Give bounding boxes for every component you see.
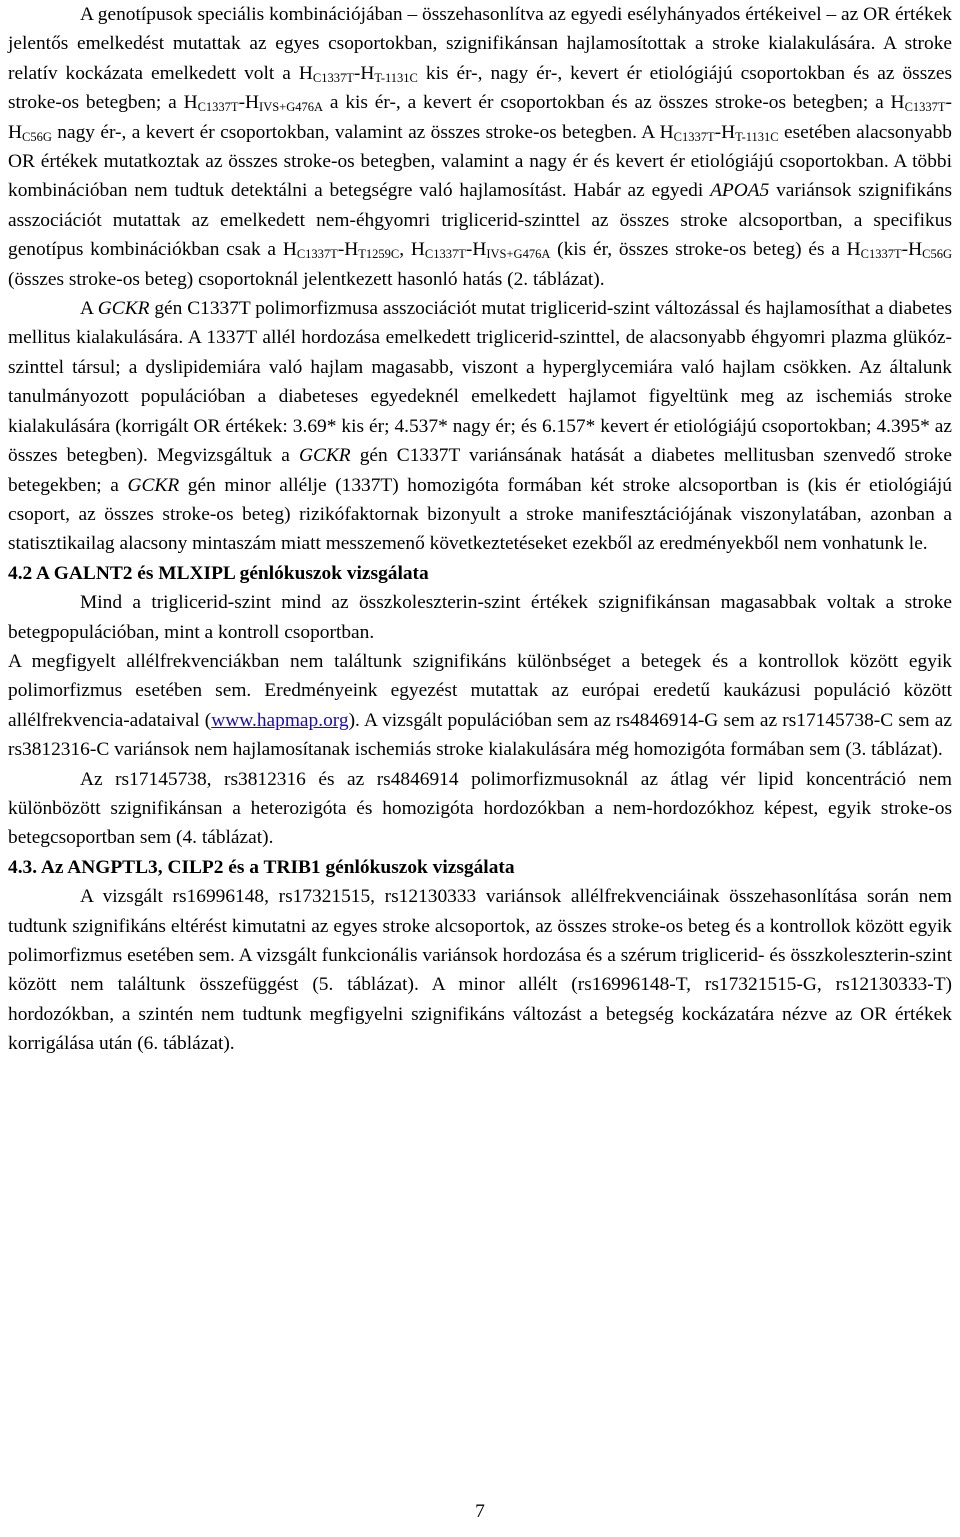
- paragraph-allele-frequencies: A megfigyelt allélfrekvenciákban nem találtunk szignifikáns különbséget a betegek és a kontrollok között egyik polimorfizmus esetében sem. Eredményeink egyezést mutattak az európai eredetű kaukázusi populáció között allélfrekvencia-adataival (www.hapmap.org). A vizsgált populációban sem az rs4846914-G sem az rs17145738-C sem az rs3812316-C variánsok nem hajlamosítanak ischemiás stroke kialakulására még homozigóta formában sem (3. táblázat).: [8, 650, 952, 761]
- document-page: [8, 0, 952, 1059]
- paragraph-polymorphism-lipids: Az rs17145738, rs3812316 és az rs4846914 polimorfizmusoknál az átlag vér lipid koncentráció nem különbözött szignifikánsan a heterozigóta és homozigóta hordozókban a nem-hordozókhoz képest, egyik stroke-os betegcsoportban sem (4. táblázat).: [8, 768, 952, 849]
- page-number: 7: [475, 1501, 485, 1522]
- paragraph-angptl3-variants: A vizsgált rs16996148, rs17321515, rs12130333 variánsok allélfrekvenciáinak összehasonlítása során nem tudtunk szignifikáns eltérést kimutatni az egyes stroke alcsoportok, az összes stroke-os beteg és a kontrollok között egyik polimorfizmus esetében sem. A vizsgált funkcionális variánsok hordozása és a szérum triglicerid- és összkoleszterin-szint között nem találtunk összefüggést (5. táblázat). A minor allélt (rs16996148-T, rs17321515-G, rs12130333-T) hordozókban, a szintén nem tudtunk megfigyelni szignifikáns változást a betegség kockázatára nézve az OR értékek korrigálása után (6. táblázat).: [8, 886, 952, 1055]
- paragraph-lipid-levels: Mind a triglicerid-szint mind az összkoleszterin-szint értékek szignifikánsan magasabbak voltak a stroke betegpopulációban, mint a kontroll csoportban.: [8, 592, 952, 643]
- hapmap-link[interactable]: www.hapmap.org: [211, 709, 349, 731]
- section-heading-4-2: 4.2 A GALNT2 és MLXIPL génlókuszok vizsgálata: [8, 562, 429, 584]
- paragraph-genotype-combinations: A genotípusok speciális kombinációjában – összehasonlítva az egyedi esélyhányados értékeivel – az OR értékek jelentős emelkedést mutattak az egyes csoportokban, szignifikánsan hajlamosítottak a stroke kialakulására. A stroke relatív kockázata emelkedett volt a $H_{C1337T}-H_{T-1131C}$ kis ér-, nagy ér-, kevert ér etiológiájú csoportokban és az összes stroke-os betegben; a $H_{C1337T}-H_{IVS+G476A}$ a kis ér-, a kevert ér csoportokban és az összes stroke-os betegben; a $H_{C1337T}-H_{C56G}$ nagy ér-, a kevert ér csoportokban, valamint az összes stroke-os betegben. A $H_{C1337T}-H_{T-1131C}$ esetében alacsonyabb OR értékek mutatkoztak az összes stroke-os betegben, valamint a nagy ér és kevert ér etiológiájú csoportokban. A többi kombinációban nem tudtuk detektálni a betegségre való hajlamosítást. Habár az egyedi APOA5 variánsok szignifikáns asszociációt mutattak az emelkedett nem-éhgyomri triglicerid-szinttel az összes stroke alcsoportban, a specifikus genotípus kombinációkban csak a $H_{C1337T}-H_{T1259C}$, $H_{C1337T}-H_{IVS+G476A}$ (kis ér, összes stroke-os beteg) és a $H_{C1337T}-H_{C56G}$ (összes stroke-os beteg) csoportoknál jelentkezett hasonló hatás (2. táblázat).: [8, 4, 953, 290]
- section-heading-4-3: 4.3. Az ANGPTL3, CILP2 és a TRIB1 génlókuszok vizsgálata: [8, 856, 515, 878]
- paragraph-gckr: A GCKR gén C1337T polimorfizmusa asszociációt mutat triglicerid-szint változással és hajlamosíthat a diabetes mellitus kialakulására. A 1337T allél hordozása emelkedett triglicerid-szinttel, de alacsonyabb éhgyomri plazma glükóz-szinttel társul; a dyslipidemiára való hajlam magasabb, viszont a hyperglycemiára való hajlam csökken. Az általunk tanulmányozott populációban a diabeteses egyedeknél emelkedett hajlamot figyeltünk meg az ischemiás stroke kialakulására (korrigált OR értékek: 3.69* kis ér; 4.537* nagy ér; és 6.157* kevert ér etiológiájú csoportokban; 4.395* az összes betegben). Megvizsgáltuk a GCKR gén C1337T variánsának hatását a diabetes mellitusban szenvedő stroke betegekben; a GCKR gén minor allélje (1337T) homozigóta formában két stroke alcsoportban is (kis ér etiológiájú csoport, az összes stroke-os beteg) rizikófaktornak bizonyult a stroke manifesztációjának viszonylatában, azonban a statisztikailag alacsony mintaszám miatt messzemenő következtetéseket ezekből az eredményekből nem vonhatunk le.: [8, 298, 953, 555]
